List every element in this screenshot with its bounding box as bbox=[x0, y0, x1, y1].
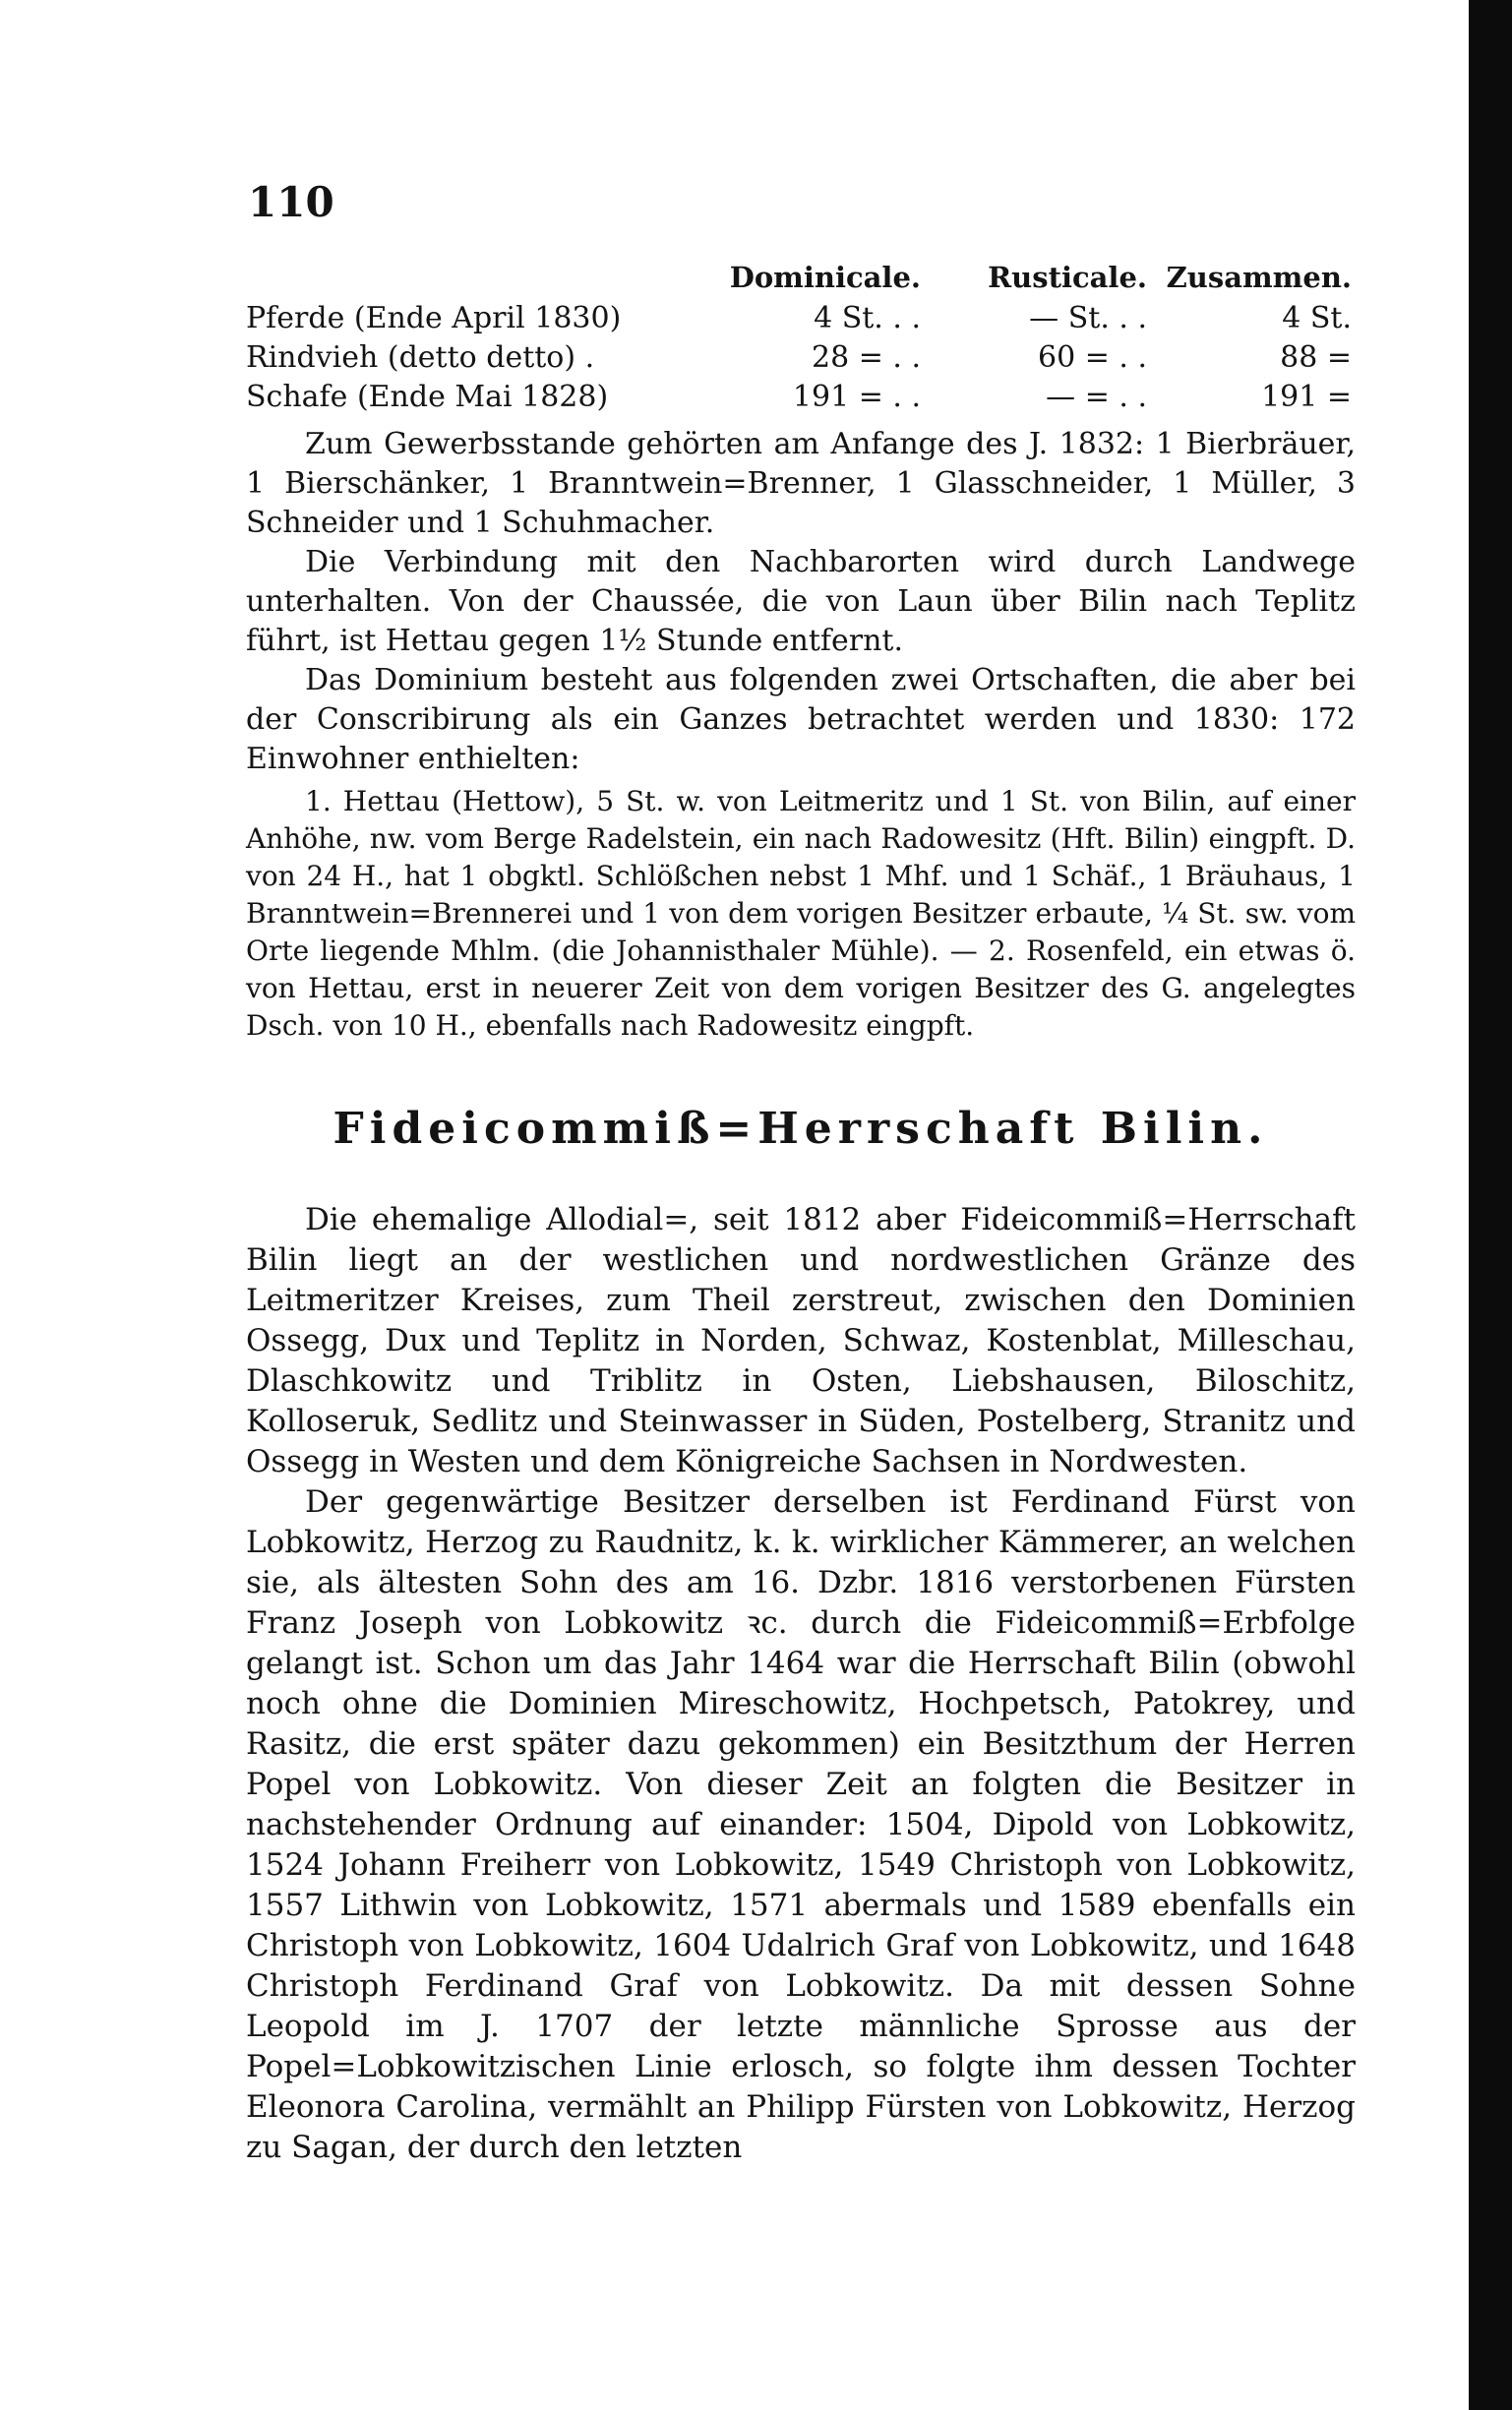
settlement-entries bbox=[246, 783, 1356, 1045]
cell-dominicale: 4 St. . . bbox=[814, 301, 921, 335]
table-row bbox=[246, 378, 1356, 417]
paragraph-location: Die ehemalige Allodial=, seit 1812 aber Fideicommiß=Herrschaft Bilin liegt an der westlichen und nordwestlichen Gränze des Leitmeritzer Kreises, zum Theil zerstreut, zwischen den Dominien Ossegg, Dux und Teplitz in Norden, Schwaz, Kostenblat, Milleschau, Dlaschkowitz und Triblitz in Osten, Liebshausen, Biloschitz, Kolloseruk, Sedlitz und Steinwasser in Süden, Postelberg, Stranitz und Ossegg in Westen und dem Königreiche Sachsen in Nordwesten. bbox=[246, 1202, 1356, 1479]
cell-zusammen: 88 = bbox=[1280, 340, 1352, 375]
section-body bbox=[246, 1200, 1356, 2168]
cell-zusammen: 4 St. bbox=[1282, 301, 1352, 335]
row-label: Rindvieh (detto detto) . bbox=[246, 340, 595, 375]
table-header-empty bbox=[246, 258, 708, 299]
livestock-table bbox=[246, 258, 1356, 417]
table-header-row bbox=[246, 258, 1356, 299]
paragraph-owners: Der gegenwärtige Besitzer derselben ist Ferdinand Fürst von Lobkowitz, Herzog zu Raudnitz, k. k. wirklicher Kämmerer, an welchen sie, als ältesten Sohn des am 16. Dzbr. 1816 verstorbenen Fürsten Franz Joseph von Lobkowitz ꝛc. durch die Fideicommiß=Erbfolge gelangt ist. Schon um das Jahr 1464 war die Herrschaft Bilin (obwohl noch ohne die Dominien Mireschowitz, Hochpetsch, Patokrey, und Rasitz, die erst später dazu gekommen) ein Besitzthum der Herren Popel von Lobkowitz. Von dieser Zeit an folgten die Besitzer in nachstehender Ordnung auf einander: 1504, Dipold von Lobkowitz, 1524 Johann Freiherr von Lobkowitz, 1549 Christoph von Lobkowitz, 1557 Lithwin von Lobkowitz, 1571 abermals und 1589 ebenfalls ein Christoph von Lobkowitz, 1604 Udalrich Graf von Lobkowitz, und 1648 Christoph Ferdinand Graf von Lobkowitz. Da mit dessen Sohne Leopold im J. 1707 der letzte männliche Sprosse aus der Popel=Lobkowitzischen Linie erlosch, so folgte ihm dessen Tochter Eleonora Carolina, vermählt an Philipp Fürsten von Lobkowitz, Herzog zu Sagan, der durch den letzten bbox=[246, 1484, 1356, 2165]
cell-rusticale: 60 = . . bbox=[1038, 340, 1147, 375]
paragraph-dominium: Das Dominium besteht aus folgenden zwei Ortschaften, die aber bei der Conscribirung als ein Ganzes betrachtet werden und 1830: 172 Einwohner enthielten: bbox=[246, 663, 1356, 776]
cell-rusticale: — St. . . bbox=[1029, 301, 1147, 335]
page-number: 110 bbox=[248, 178, 334, 226]
cell-rusticale: — = . . bbox=[1046, 380, 1147, 414]
cell-zusammen: 191 = bbox=[1261, 380, 1352, 414]
row-label: Schafe (Ende Mai 1828) bbox=[246, 380, 609, 414]
cell-dominicale: 191 = . . bbox=[792, 380, 921, 414]
book-page bbox=[246, 177, 1356, 2168]
cell-dominicale: 28 = . . bbox=[812, 340, 921, 375]
table-header-dominicale: Dominicale. bbox=[729, 261, 921, 294]
table-header-rusticale: Rusticale. bbox=[988, 261, 1147, 294]
table-row bbox=[246, 338, 1356, 378]
row-label: Pferde (Ende April 1830) bbox=[246, 301, 622, 335]
section-title: Fideicommiß=Herrschaft Bilin. bbox=[333, 1104, 1269, 1154]
paragraph-roads: Die Verbindung mit den Nachbarorten wird durch Landwege unterhalten. Von der Chaussée, die von Laun über Bilin nach Teplitz führt, ist Hettau gegen 1½ Stunde entfernt. bbox=[246, 545, 1356, 658]
paragraph-trades: Zum Gewerbsstande gehörten am Anfange des J. 1832: 1 Bierbräuer, 1 Bierschänker, 1 Branntwein=Brenner, 1 Glasschneider, 1 Müller, 3 Schneider und 1 Schuhmacher. bbox=[246, 427, 1356, 540]
settlement-entry: 1. Hettau (Hettow), 5 St. w. von Leitmeritz und 1 St. von Bilin, auf einer Anhöhe, nw. vom Berge Radelstein, ein nach Radowesitz (Hft. Bilin) eingpft. D. von 24 H., hat 1 obgktl. Schlößchen nebst 1 Mhf. und 1 Schäf., 1 Bräuhaus, 1 Branntwein=Brennerei und 1 von dem vorigen Besitzer erbaute, ¼ St. sw. vom Orte liegende Mhlm. (die Johannisthaler Mühle). — 2. Rosenfeld, ein etwas ö. von Hettau, erst in neuerer Zeit von dem vorigen Besitzer des G. angelegtes Dsch. von 10 H., ebenfalls nach Radowesitz eingpft. bbox=[246, 785, 1356, 1042]
table-header-zusammen: Zusammen. bbox=[1166, 261, 1352, 294]
table-row bbox=[246, 299, 1356, 338]
scan-page-edge bbox=[1469, 0, 1512, 2410]
